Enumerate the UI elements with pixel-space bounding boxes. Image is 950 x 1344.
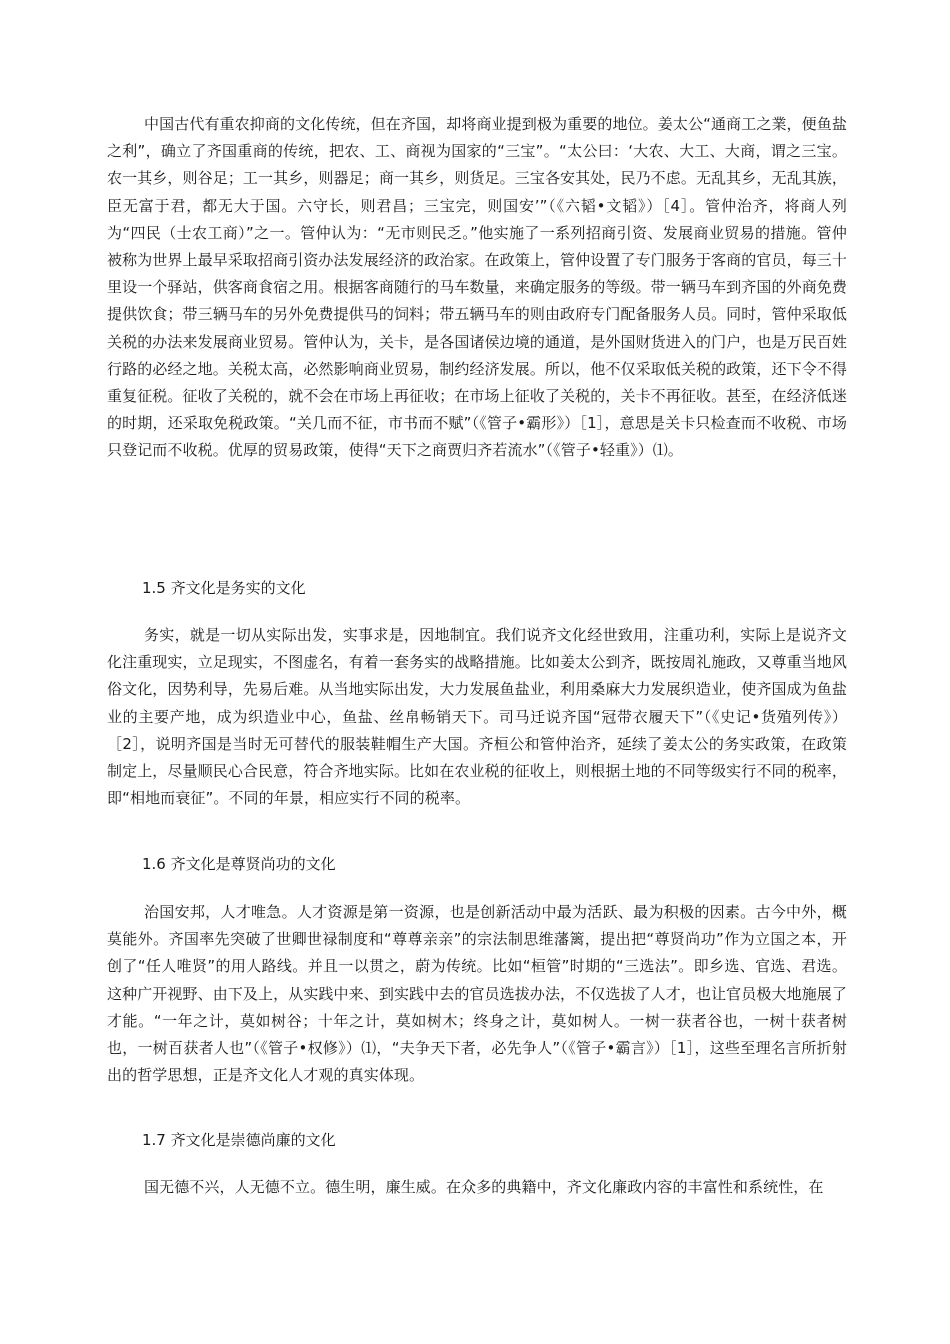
paragraph-commerce <box>107 111 847 465</box>
paragraph-text: 国无德不兴，人无德不立。德生明，廉生威。在众多的典籍中，齐文化廉政内容的丰富性和系统性，在 <box>144 1178 824 1196</box>
section-heading-1-6: 1.6 齐文化是尊贤尚功的文化 <box>142 855 336 873</box>
section-heading-1-7: 1.7 齐文化是崇德尚廉的文化 <box>142 1131 336 1149</box>
paragraph-integrity <box>107 1174 847 1201</box>
paragraph-talent <box>107 899 847 1089</box>
section-heading-1-5: 1.5 齐文化是务实的文化 <box>142 579 306 597</box>
paragraph-text: 务实，就是一切从实际出发，实事求是，因地制宜。我们说齐文化经世致用，注重功利，实际上是说齐文化注重现实，立足现实，不图虚名，有着一套务实的战略措施。比如姜太公到齐，既按周礼施政，又尊重当地风俗文化，因势利导，先易后难。从当地实际出发，大力发展鱼盐业，利用桑麻大力发展织造业，使齐国成为鱼盐业的主要产地，成为织造业中心，鱼盐、丝帛畅销天下。司马迁说齐国“冠带衣履天下”（《史记•货殖列传》）［2］，说明齐国是当时无可替代的服装鞋帽生产大国。齐桓公和管仲治齐，延续了姜太公的务实政策，在政策制定上，尽量顺民心合民意，符合齐地实际。比如在农业税的征收上，则根据土地的不同等级实行不同的税率，即“相地而衰征”。不同的年景，相应实行不同的税率。 <box>107 626 847 808</box>
paragraph-text: 中国古代有重农抑商的文化传统，但在齐国，却将商业提到极为重要的地位。姜太公“通商工之業，便鱼盐之利”，确立了齐国重商的传统，把农、工、商视为国家的“三宝”。“太公曰：‘大农、大工、大商，谓之三宝。农一其乡，则谷足；工一其乡，则器足；商一其乡，则货足。三宝各安其处，民乃不虑。无乱其乡，无乱其族，臣无富于君，都无大于国。六守长，则君昌；三宝完，则国安’”（《六韬•文韬》）［4］。管仲治齐，将商人列为“四民（士农工商）”之一。管仲认为：“无市则民乏。”他实施了一系列招商引资、发展商业贸易的措施。管仲被称为世界上最早采取招商引资办法发展经济的政治家。在政策上，管仲设置了专门服务于客商的官员，每三十里设一个驿站，供客商食宿之用。根据客商随行的马车数量，来确定服务的等级。带一辆马车到齐国的外商免费提供饮食；带三辆马车的另外免费提供马的饲料；带五辆马车的则由政府专门配备服务人员。同时，管仲采取低关税的办法来发展商业贸易。管仲认为，关卡，是各国诸侯边境的通道，是外国财货进入的门户，也是万民百姓行路的必经之地。关税太高，必然影响商业贸易，制约经济发展。所以，他不仅采取低关税的政策，还下令不得重复征税。征收了关税的，就不会在市场上再征收；在市场上征收了关税的，关卡不再征收。甚至，在经济低迷的时期，还采取免税政策。“关几而不征，市书而不赋”（《管子•霸形》）［1］，意思是关卡只检查而不收税、市场只登记而不收税。优厚的贸易政策，使得“天下之商贾归齐若流水”（《管子•轻重》）⑴。 <box>107 115 847 460</box>
paragraph-text: 治国安邦，人才唯急。人才资源是第一资源，也是创新活动中最为活跃、最为积极的因素。古今中外，概莫能外。齐国率先突破了世卿世禄制度和“尊尊亲亲”的宗法制思维藩篱，提出把“尊贤尚功”作为立国之本，开创了“任人唯贤”的用人路线。并且一以贯之，蔚为传统。比如“桓管”时期的“三选法”。即乡选、官选、君选。这种广开视野、由下及上，从实践中来、到实践中去的官员选拔办法，不仅选拔了人才，也让官员极大地施展了才能。“一年之计，莫如树谷；十年之计，莫如树木；终身之计，莫如树人。一树一获者谷也，一树十获者树也，一树百获者人也”（《管子•权修》）⑴，“夫争天下者，必先争人”（《管子•霸言》）［1］，这些至理名言所折射出的哲学思想，正是齐文化人才观的真实体现。 <box>107 903 847 1085</box>
paragraph-pragmatism <box>107 622 847 812</box>
